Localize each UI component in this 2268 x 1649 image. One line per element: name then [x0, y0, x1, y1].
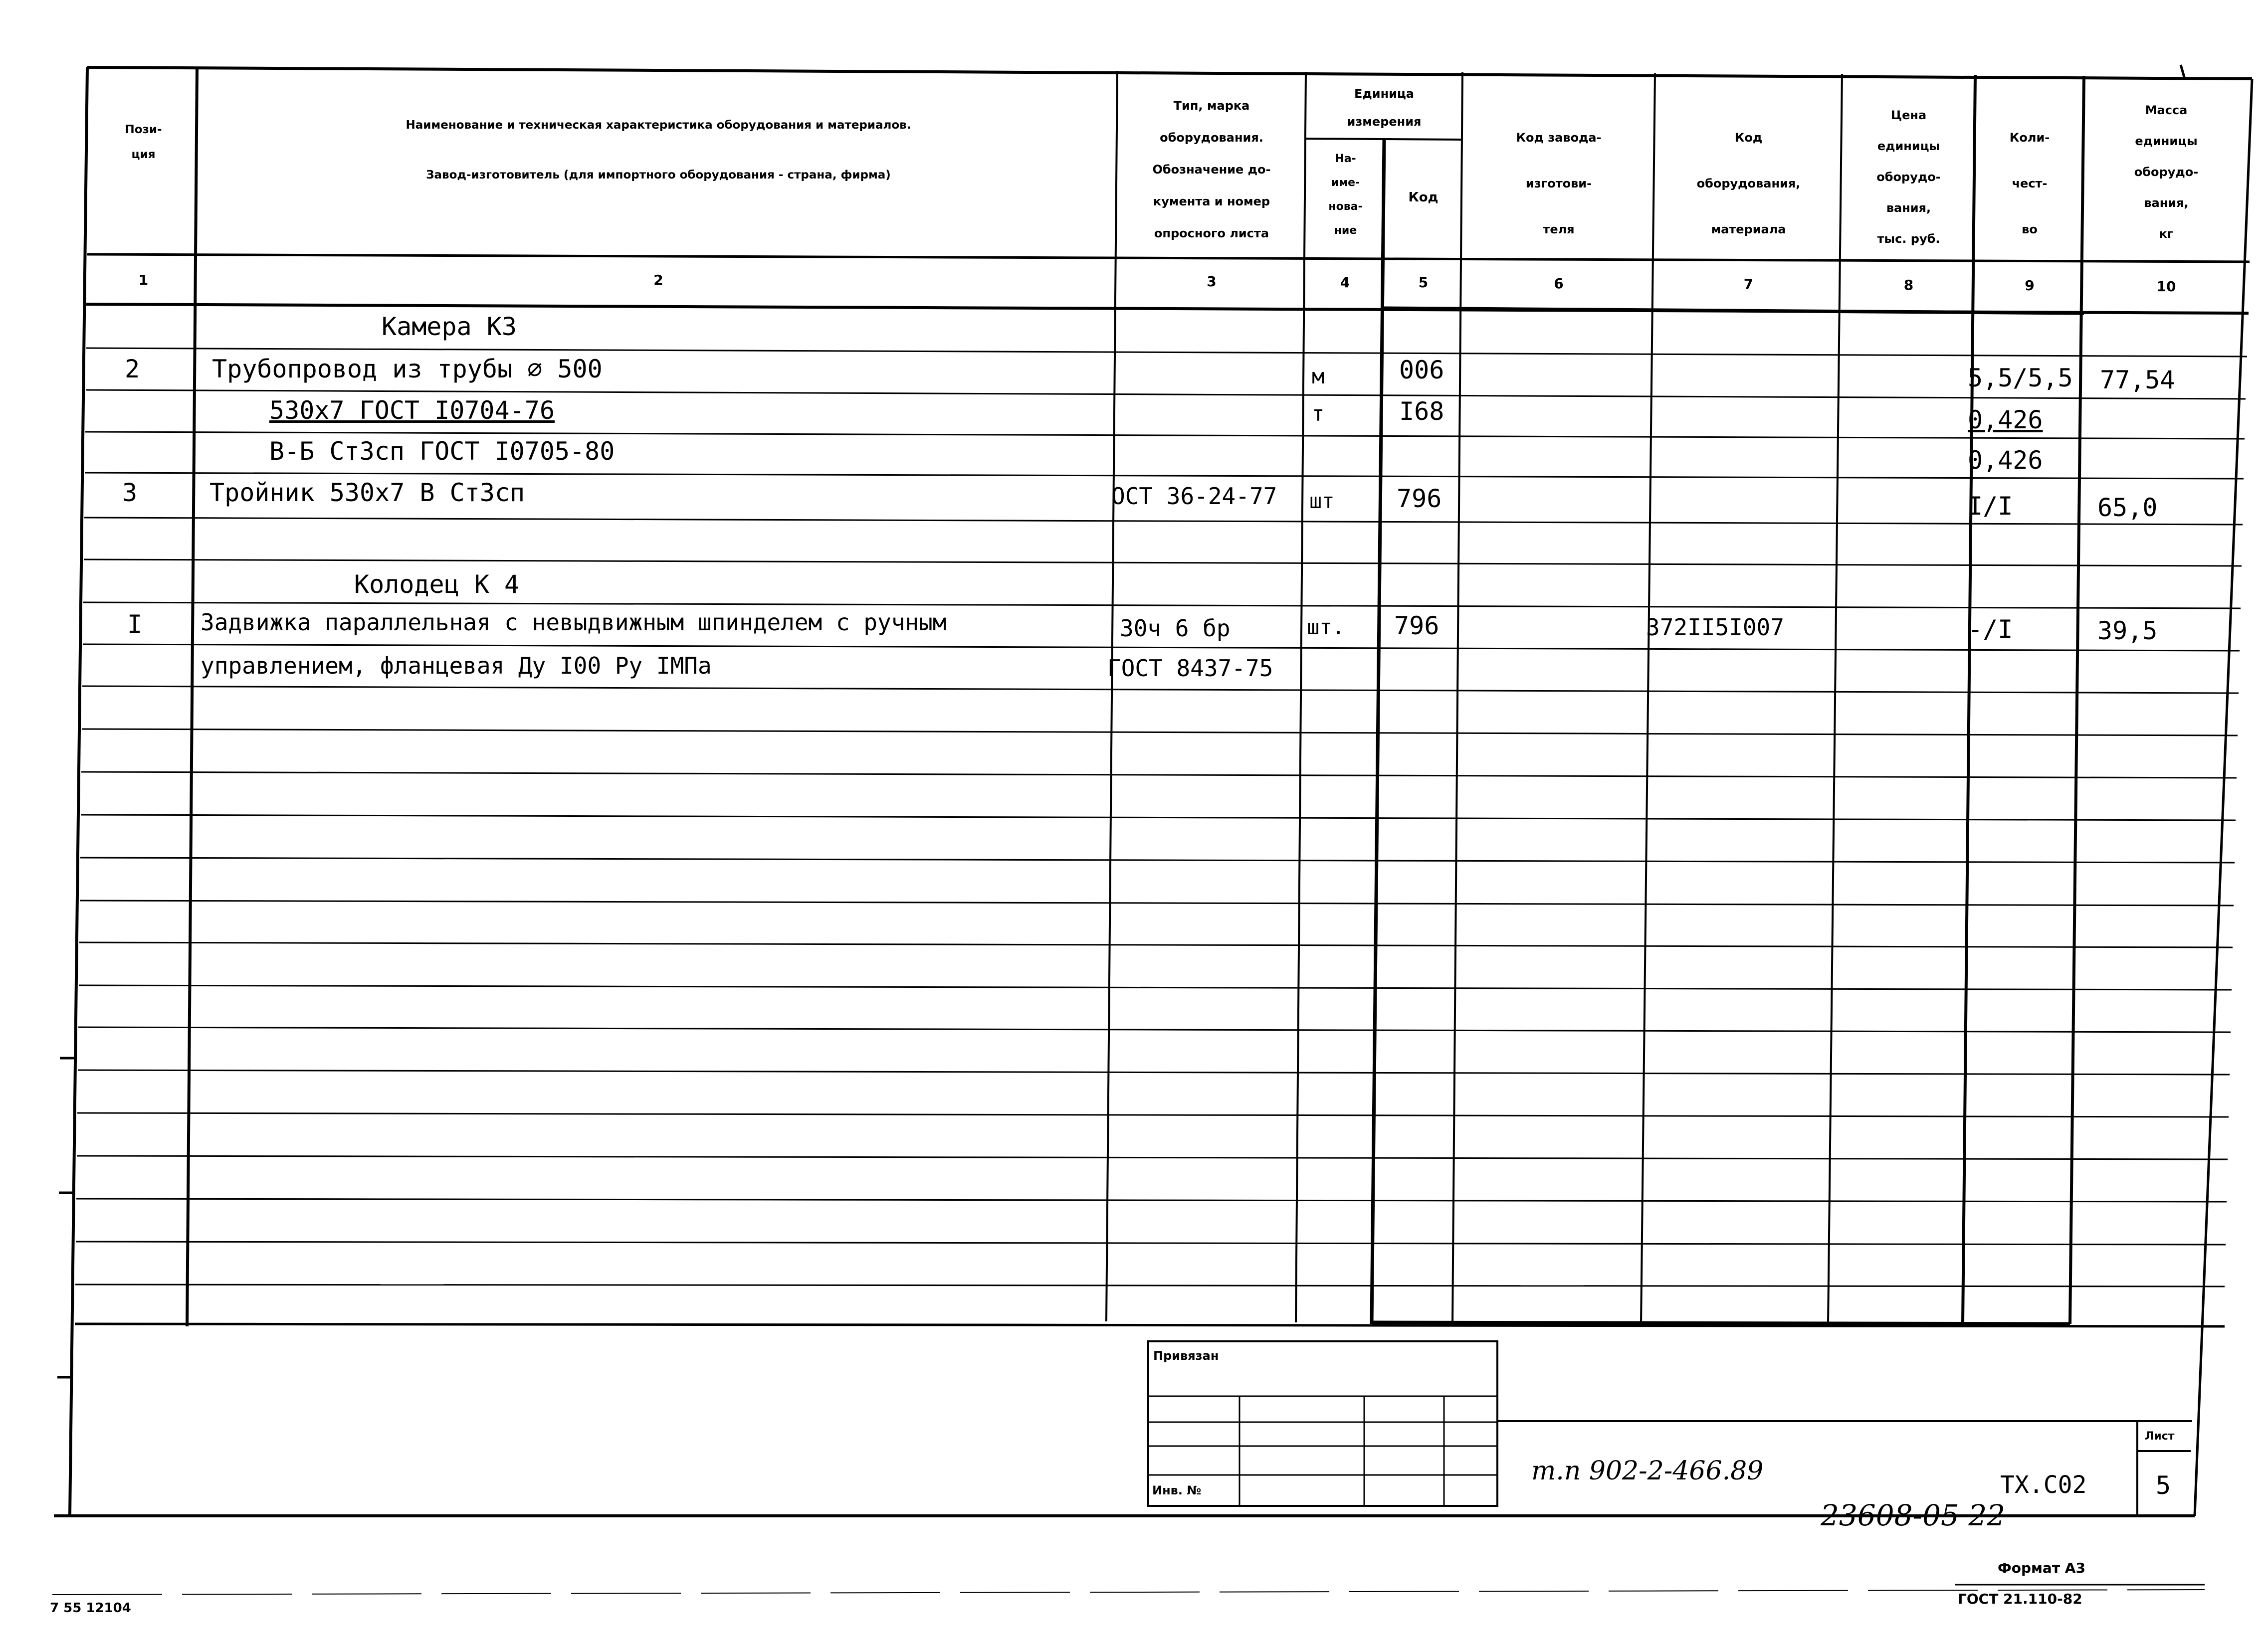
row-name: управлением, фланцевая Ду I00 Ру IМПа [201, 652, 712, 679]
row-unit: шт [1309, 489, 1335, 513]
row-type: ГОСТ 8437-75 [1107, 655, 1273, 682]
row-name: Камера К3 [382, 312, 517, 341]
header-unit-code: Код [1408, 190, 1439, 205]
column-number-7: 7 [1743, 276, 1754, 292]
row-quantity: 0,426 [1968, 405, 2043, 434]
header-unit-group: Единица измерения [1347, 87, 1422, 129]
row-quantity: 0,426 [1968, 446, 2043, 475]
row-name: Колодец К 4 [354, 570, 520, 599]
header-type: Тип, марка оборудования. Обозначение до- кумента и номер опросного листа [1152, 99, 1271, 240]
row-unit: м [1312, 364, 1325, 388]
header-quantity: Коли- чест- во [2009, 131, 2050, 236]
header-mass: Масса единицы оборудо- вания, кг [2134, 103, 2199, 241]
footer-format: Формат А3 [1998, 1560, 2085, 1576]
stamp-privyazan: Привязан [1153, 1349, 1219, 1363]
stamp-inventory-number: Инв. № [1152, 1483, 1202, 1497]
footer-gost: ГОСТ 21.110-82 [1958, 1591, 2082, 1607]
row-unit: т [1312, 401, 1325, 426]
column-number-2: 2 [653, 272, 663, 288]
footer-left-code: 7 55 12104 [50, 1601, 131, 1616]
row-name: В-Б Ст3сп ГОСТ I0705-80 [269, 437, 615, 466]
stamp-document-code: ТХ.С02 [2000, 1471, 2087, 1499]
column-number-9: 9 [2025, 277, 2035, 294]
row-mass: 77,54 [2100, 366, 2175, 394]
header-name-line2: Завод-изготовитель (для импортного оборудования - страна, фирма) [426, 169, 891, 182]
row-position: 3 [122, 478, 138, 507]
row-mass: 65,0 [2097, 493, 2158, 522]
row-name: Тройник 530x7 В Ст3сп [209, 478, 525, 507]
row-quantity: -/I [1968, 615, 2013, 644]
row-quantity: 5,5/5,5 [1968, 364, 2073, 392]
column-number-5: 5 [1418, 274, 1429, 291]
column-number-1: 1 [138, 272, 149, 288]
row-position: I [127, 610, 143, 639]
header-unit-name: На- име- нова- ние [1328, 153, 1363, 237]
column-number-10: 10 [2156, 278, 2176, 295]
header-position: Пози- ция [125, 123, 162, 161]
column-number-3: 3 [1207, 273, 1217, 290]
row-mass: 39,5 [2097, 616, 2158, 645]
column-number-6: 6 [1554, 275, 1564, 292]
header-price: Цена единицы оборудо- вания, тыс. руб. [1876, 108, 1941, 246]
row-name: Задвижка параллельная с невыдвижным шпинделем с ручным [201, 609, 947, 636]
row-type: 30ч 6 бр [1120, 615, 1231, 642]
row-position: 2 [125, 355, 140, 383]
header-name-line1: Наименование и техническая характеристика оборудования и материалов. [406, 119, 911, 132]
row-equipment-code: 372II5I007 [1646, 614, 1784, 641]
stamp-sheet-number: 5 [2156, 1471, 2171, 1500]
stamp-project-number: т.п 902-2-466.89 [1531, 1456, 1764, 1486]
row-unit-code: 006 [1399, 356, 1444, 384]
row-name: Трубопровод из трубы ∅ 500 [212, 355, 603, 383]
column-number-4: 4 [1340, 274, 1350, 291]
row-type: ОСТ 36-24-77 [1111, 483, 1277, 510]
header-factory-code: Код завода- изготови- теля [1516, 131, 1602, 236]
row-unit-code: 796 [1394, 611, 1440, 640]
stamp-handwritten-number: 23608-05 22 [1821, 1498, 2006, 1532]
stamp-sheet-label: Лист [2145, 1430, 2175, 1443]
header-equipment-code: Код оборудования, материала [1696, 131, 1801, 236]
row-quantity: I/I [1968, 492, 2013, 521]
row-unit-code: I68 [1399, 397, 1444, 426]
column-number-8: 8 [1903, 277, 1914, 293]
row-name: 530x7 ГОСТ I0704-76 [269, 396, 555, 425]
row-unit-code: 796 [1397, 484, 1442, 513]
row-unit: шт. [1307, 615, 1345, 639]
